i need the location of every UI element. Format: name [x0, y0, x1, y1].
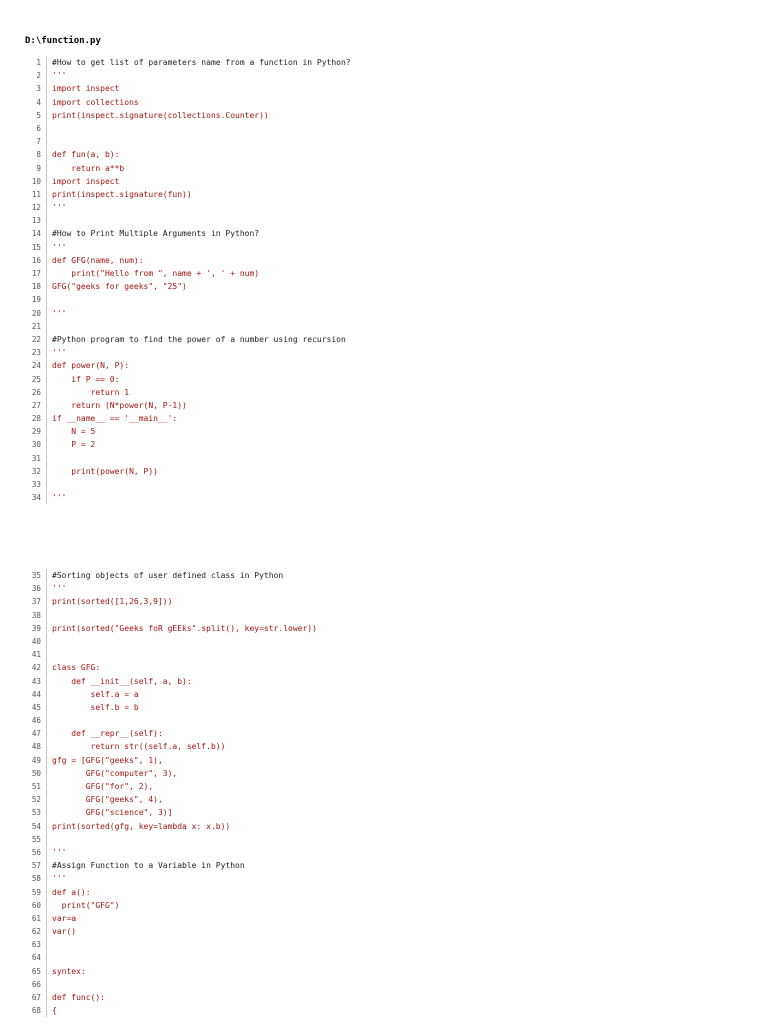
line-number: 3 [36, 84, 41, 94]
code-text: { [52, 1006, 57, 1016]
gutter-divider [46, 978, 47, 991]
code-line [0, 307, 768, 320]
code-text: import inspect [52, 176, 120, 186]
line-number: 31 [31, 453, 41, 463]
code-text: ''' [52, 242, 67, 252]
code-text: ''' [52, 874, 67, 884]
code-text: GFG("geeks for geeks", "25") [52, 282, 187, 292]
code-line [0, 622, 768, 635]
gutter-divider [46, 714, 47, 727]
line-number: 56 [31, 847, 41, 857]
code-line [0, 56, 768, 69]
gutter-divider [46, 846, 47, 859]
line-number: 68 [31, 1006, 41, 1016]
code-line [0, 162, 768, 175]
code-line [0, 899, 768, 912]
line-number: 22 [31, 334, 41, 344]
line-number: 48 [31, 742, 41, 752]
code-text: var=a [52, 913, 77, 923]
code-text: return str((self.a, self.b)) [52, 742, 226, 752]
code-line [0, 425, 768, 438]
line-number: 11 [31, 189, 41, 199]
gutter-divider [46, 201, 47, 214]
line-number: 27 [31, 400, 41, 410]
gutter-divider [46, 56, 47, 69]
line-number: 50 [31, 768, 41, 778]
code-line [0, 241, 768, 254]
gutter-divider [46, 69, 47, 82]
code-text: def __init__(self, a, b): [52, 676, 192, 686]
gutter-divider [46, 688, 47, 701]
code-text: GFG("geeks", 4), [52, 795, 163, 805]
code-line [0, 293, 768, 306]
gutter-divider [46, 478, 47, 491]
code-line [0, 412, 768, 425]
code-line [0, 740, 768, 753]
gutter-divider [46, 175, 47, 188]
code-text: GFG("computer", 3), [52, 768, 178, 778]
line-number: 28 [31, 414, 41, 424]
code-line [0, 135, 768, 148]
gutter-divider [46, 872, 47, 885]
line-number: 7 [36, 137, 41, 147]
gutter-divider [46, 701, 47, 714]
code-line [0, 793, 768, 806]
code-text: GFG("for", 2), [52, 782, 154, 791]
code-text: gfg = [GFG("geeks", 1), [52, 755, 163, 765]
gutter-divider [46, 675, 47, 688]
line-number: 2 [36, 71, 41, 81]
code-block-1 [0, 56, 768, 504]
line-number: 61 [31, 913, 41, 923]
gutter-divider [46, 307, 47, 320]
code-line [0, 148, 768, 161]
code-line [0, 227, 768, 240]
gutter-divider [46, 320, 47, 333]
code-text: def power(N, P): [52, 361, 130, 371]
line-number: 67 [31, 993, 41, 1002]
code-line [0, 886, 768, 899]
code-text: return (N*power(N, P-1)) [52, 400, 187, 410]
code-line [0, 820, 768, 833]
gutter-divider [46, 965, 47, 978]
code-text: ''' [52, 71, 67, 81]
code-text: #Python program to find the power of a number using recursion [52, 334, 346, 344]
line-number: 30 [31, 440, 41, 450]
code-text: if __name__ == '__main__': [52, 414, 178, 424]
code-line [0, 965, 768, 978]
code-line [0, 122, 768, 135]
gutter-divider [46, 425, 47, 438]
line-number: 55 [31, 834, 41, 844]
gutter-divider [46, 465, 47, 478]
code-line [0, 951, 768, 964]
gutter-divider [46, 333, 47, 346]
code-text: var() [52, 927, 77, 937]
code-text: return a**b [52, 163, 125, 173]
code-text: return 1 [52, 387, 130, 397]
code-line [0, 201, 768, 214]
gutter-divider [46, 122, 47, 135]
line-number: 8 [36, 150, 41, 160]
code-text: ''' [52, 348, 67, 358]
code-line [0, 175, 768, 188]
gutter-divider [46, 569, 47, 582]
line-number: 66 [31, 979, 41, 989]
line-number: 58 [31, 874, 41, 884]
gutter-divider [46, 661, 47, 674]
line-number: 20 [31, 308, 41, 318]
code-line [0, 846, 768, 859]
line-number: 53 [31, 808, 41, 818]
gutter-divider [46, 820, 47, 833]
code-text: print("GFG") [52, 900, 120, 910]
line-number: 49 [31, 755, 41, 765]
gutter-divider [46, 96, 47, 109]
line-number: 63 [31, 940, 41, 950]
code-text: #How to get list of parameters name from a function in Python? [52, 58, 351, 67]
code-text: import inspect [52, 84, 120, 94]
line-number: 43 [31, 676, 41, 686]
code-line [0, 727, 768, 740]
gutter-divider [46, 267, 47, 280]
code-line [0, 478, 768, 491]
gutter-divider [46, 386, 47, 399]
line-number: 26 [31, 387, 41, 397]
line-number: 32 [31, 466, 41, 476]
code-line [0, 582, 768, 595]
code-text: print(inspect.signature(fun)) [52, 189, 192, 199]
line-number: 36 [31, 584, 41, 594]
code-line [0, 96, 768, 109]
gutter-divider [46, 595, 47, 608]
line-number: 42 [31, 663, 41, 673]
code-line [0, 595, 768, 608]
code-line [0, 978, 768, 991]
code-text: ''' [52, 493, 67, 503]
code-text: def a(): [52, 887, 91, 897]
gutter-divider [46, 109, 47, 122]
line-number: 1 [36, 58, 41, 67]
code-line [0, 688, 768, 701]
code-line [0, 465, 768, 478]
code-line [0, 754, 768, 767]
code-text: if P == 0: [52, 374, 120, 384]
line-number: 52 [31, 795, 41, 805]
code-text: ''' [52, 308, 67, 318]
code-text: self.a = a [52, 689, 139, 699]
line-number: 5 [36, 110, 41, 120]
code-line [0, 859, 768, 872]
line-number: 25 [31, 374, 41, 384]
code-line [0, 569, 768, 582]
code-line [0, 635, 768, 648]
code-line [0, 214, 768, 227]
code-line [0, 267, 768, 280]
gutter-divider [46, 491, 47, 504]
code-text: def fun(a, b): [52, 150, 120, 160]
gutter-divider [46, 412, 47, 425]
gutter-divider [46, 622, 47, 635]
line-number: 39 [31, 623, 41, 633]
line-number: 12 [31, 203, 41, 213]
code-text: P = 2 [52, 440, 96, 450]
code-line [0, 399, 768, 412]
gutter-divider [46, 754, 47, 767]
line-number: 9 [36, 163, 41, 173]
line-number: 23 [31, 348, 41, 358]
code-line [0, 386, 768, 399]
line-number: 41 [31, 650, 41, 660]
code-text: def GFG(name, num): [52, 255, 144, 265]
gutter-divider [46, 912, 47, 925]
code-text: def func(): [52, 993, 105, 1002]
code-text: print(sorted("Geeks foR gEEks".split(), key=str.lower)) [52, 623, 317, 633]
line-number: 35 [31, 571, 41, 580]
code-text: #Sorting objects of user defined class in Python [52, 571, 284, 580]
code-text: ''' [52, 203, 67, 213]
code-text: syntex: [52, 966, 86, 976]
gutter-divider [46, 609, 47, 622]
line-number: 57 [31, 861, 41, 871]
gutter-divider [46, 254, 47, 267]
gutter-divider [46, 241, 47, 254]
code-line [0, 714, 768, 727]
gutter-divider [46, 899, 47, 912]
code-line [0, 872, 768, 885]
gutter-divider [46, 925, 47, 938]
code-line [0, 833, 768, 846]
line-number: 15 [31, 242, 41, 252]
gutter-divider [46, 951, 47, 964]
code-line [0, 780, 768, 793]
line-number: 44 [31, 689, 41, 699]
gutter-divider [46, 359, 47, 372]
gutter-divider [46, 806, 47, 819]
line-number: 60 [31, 900, 41, 910]
code-line [0, 648, 768, 661]
line-number: 6 [36, 123, 41, 133]
line-number: 37 [31, 597, 41, 607]
code-text: ''' [52, 584, 67, 594]
code-line [0, 675, 768, 688]
code-line [0, 452, 768, 465]
code-line [0, 109, 768, 122]
code-text: print(sorted(gfg, key=lambda x: x.b)) [52, 821, 231, 831]
code-text: ''' [52, 847, 67, 857]
line-number: 24 [31, 361, 41, 371]
gutter-divider [46, 280, 47, 293]
line-number: 4 [36, 97, 41, 107]
code-line [0, 1004, 768, 1017]
gutter-divider [46, 438, 47, 451]
gutter-divider [46, 991, 47, 1004]
code-text: print("Hello from ", name + ', ' + num) [52, 269, 260, 278]
code-line [0, 938, 768, 951]
file-path-title: D:\function.py [25, 36, 101, 46]
line-number: 29 [31, 427, 41, 437]
code-text: self.b = b [52, 702, 139, 712]
line-number: 47 [31, 729, 41, 739]
code-text: GFG("science", 3)] [52, 808, 173, 818]
gutter-divider [46, 293, 47, 306]
gutter-divider [46, 1004, 47, 1017]
gutter-divider [46, 938, 47, 951]
line-number: 40 [31, 636, 41, 646]
gutter-divider [46, 346, 47, 359]
line-number: 16 [31, 255, 41, 265]
code-text: print(power(N, P)) [52, 466, 158, 476]
code-line [0, 438, 768, 451]
code-line [0, 661, 768, 674]
code-line [0, 254, 768, 267]
gutter-divider [46, 859, 47, 872]
gutter-divider [46, 188, 47, 201]
code-line [0, 69, 768, 82]
code-line [0, 188, 768, 201]
gutter-divider [46, 373, 47, 386]
line-number: 54 [31, 821, 41, 831]
line-number: 46 [31, 716, 41, 726]
line-number: 34 [31, 493, 41, 503]
gutter-divider [46, 452, 47, 465]
line-number: 10 [31, 176, 41, 186]
gutter-divider [46, 793, 47, 806]
gutter-divider [46, 582, 47, 595]
gutter-divider [46, 727, 47, 740]
line-number: 65 [31, 966, 41, 976]
code-line [0, 280, 768, 293]
line-number: 59 [31, 887, 41, 897]
gutter-divider [46, 833, 47, 846]
code-line [0, 359, 768, 372]
code-line [0, 333, 768, 346]
gutter-divider [46, 886, 47, 899]
code-line [0, 346, 768, 359]
line-number: 64 [31, 953, 41, 963]
gutter-divider [46, 148, 47, 161]
code-line [0, 373, 768, 386]
code-line [0, 609, 768, 622]
line-number: 51 [31, 782, 41, 791]
code-line [0, 912, 768, 925]
gutter-divider [46, 82, 47, 95]
code-line [0, 491, 768, 504]
code-line [0, 82, 768, 95]
line-number: 38 [31, 610, 41, 620]
code-block-2 [0, 569, 768, 1017]
line-number: 62 [31, 927, 41, 937]
gutter-divider [46, 399, 47, 412]
code-text: class GFG: [52, 663, 101, 673]
code-text: N = 5 [52, 427, 96, 437]
code-text: import collections [52, 97, 139, 107]
code-text: #Assign Function to a Variable in Python [52, 861, 245, 871]
line-number: 17 [31, 269, 41, 278]
gutter-divider [46, 767, 47, 780]
gutter-divider [46, 740, 47, 753]
gutter-divider [46, 648, 47, 661]
line-number: 45 [31, 702, 41, 712]
code-line [0, 806, 768, 819]
line-number: 14 [31, 229, 41, 239]
line-number: 19 [31, 295, 41, 305]
code-line [0, 925, 768, 938]
code-line [0, 767, 768, 780]
line-number: 33 [31, 480, 41, 489]
line-number: 18 [31, 282, 41, 292]
code-text: print(sorted([1,26,3,9])) [52, 597, 173, 607]
gutter-divider [46, 214, 47, 227]
code-line [0, 320, 768, 333]
code-line [0, 991, 768, 1004]
line-number: 13 [31, 216, 41, 226]
line-number: 21 [31, 321, 41, 331]
code-line [0, 701, 768, 714]
gutter-divider [46, 780, 47, 793]
code-text: print(inspect.signature(collections.Counter)) [52, 110, 269, 120]
gutter-divider [46, 227, 47, 240]
gutter-divider [46, 635, 47, 648]
gutter-divider [46, 135, 47, 148]
gutter-divider [46, 162, 47, 175]
code-text: #How to Print Multiple Arguments in Python? [52, 229, 260, 239]
code-text: def __repr__(self): [52, 729, 163, 739]
